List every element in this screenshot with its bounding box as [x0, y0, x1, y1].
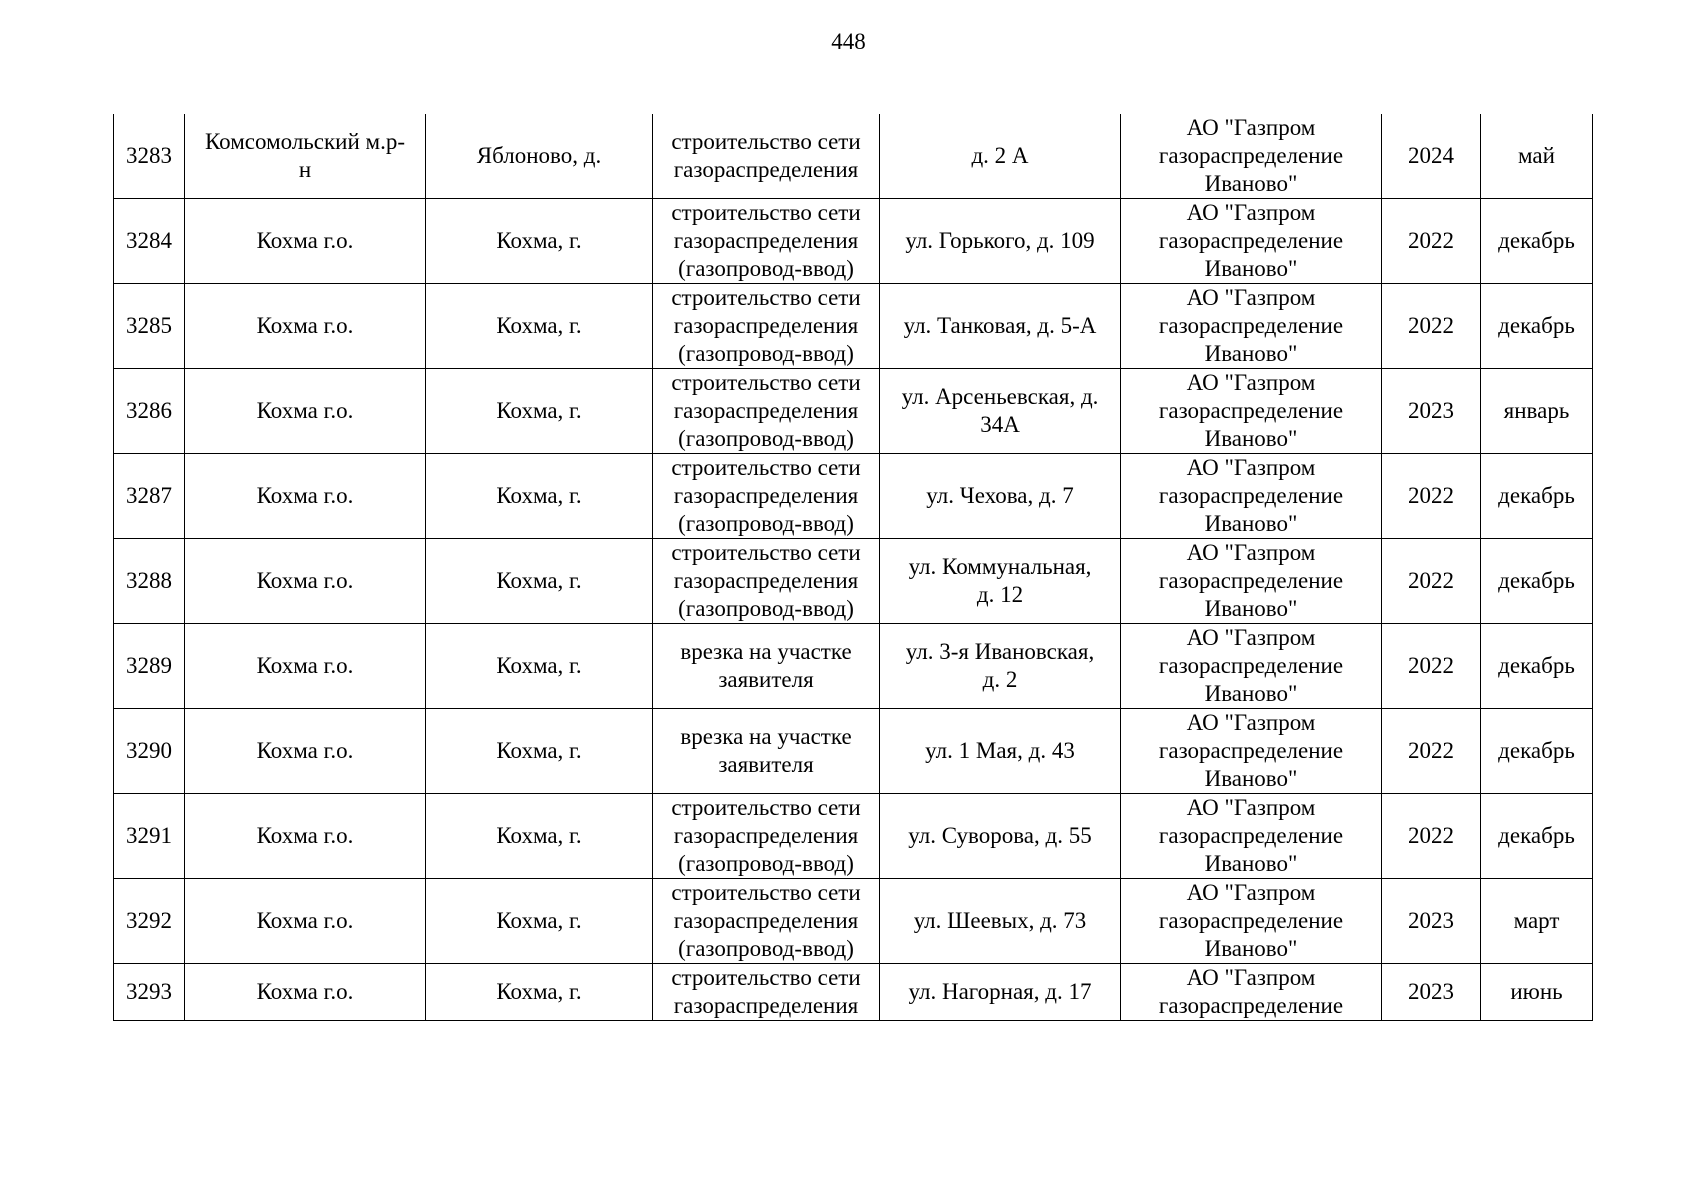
row-number-cell [114, 114, 185, 199]
organization-cell-text: АО "Газпром газораспределение Иваново" [1158, 200, 1344, 281]
table-row [114, 199, 1593, 284]
row-number-cell-text: 3285 [126, 313, 172, 338]
address-cell [880, 114, 1121, 199]
address-cell-text: ул. Чехова, д. 7 [926, 483, 1074, 508]
district-cell [185, 454, 426, 539]
page-number: 448 [831, 29, 866, 54]
district-cell-text: Кохма г.о. [256, 738, 354, 763]
month-cell-text: июнь [1510, 979, 1563, 1004]
address-cell [880, 199, 1121, 284]
year-cell-text: 2022 [1408, 653, 1454, 678]
district-cell [185, 539, 426, 624]
work-type-cell-text: строительство сети газораспределения (газопровод-ввод) [671, 200, 861, 281]
locality-cell [426, 539, 653, 624]
locality-cell [426, 369, 653, 454]
address-cell [880, 964, 1121, 1021]
address-cell-text: ул. Горького, д. 109 [905, 228, 1095, 253]
address-cell [880, 539, 1121, 624]
work-type-cell-text: врезка на участке заявителя [680, 724, 852, 777]
locality-cell [426, 964, 653, 1021]
district-cell-text: Кохма г.о. [256, 568, 354, 593]
organization-cell-text: АО "Газпром газораспределение Иваново" [1158, 625, 1344, 706]
organization-cell-text: АО "Газпром газораспределение Иваново" [1158, 795, 1344, 876]
year-cell [1382, 709, 1481, 794]
organization-cell-text: АО "Газпром газораспределение Иваново" [1158, 540, 1344, 621]
district-cell-text: Кохма г.о. [256, 228, 354, 253]
work-type-cell [653, 369, 880, 454]
row-number-cell-text: 3289 [126, 653, 172, 678]
locality-cell-text: Кохма, г. [496, 483, 582, 508]
organization-cell [1121, 199, 1382, 284]
row-number-cell-text: 3291 [126, 823, 172, 848]
work-type-cell-text: строительство сети газораспределения (газопровод-ввод) [671, 795, 861, 876]
month-cell-text: январь [1503, 398, 1570, 423]
organization-cell-text: АО "Газпром газораспределение Иваново" [1158, 115, 1344, 196]
row-number-cell [114, 624, 185, 709]
address-cell-text: ул. 1 Мая, д. 43 [925, 738, 1075, 763]
district-cell [185, 284, 426, 369]
year-cell-text: 2022 [1408, 738, 1454, 763]
locality-cell [426, 624, 653, 709]
address-cell [880, 454, 1121, 539]
work-type-cell-text: строительство сети газораспределения (газопровод-ввод) [671, 370, 861, 451]
work-type-cell [653, 794, 880, 879]
table-row [114, 964, 1593, 1021]
row-number-cell [114, 199, 185, 284]
organization-cell [1121, 454, 1382, 539]
work-type-cell-text: строительство сети газораспределения (газопровод-ввод) [671, 455, 861, 536]
organization-cell-text: АО "Газпром газораспределение Иваново" [1158, 370, 1344, 451]
locality-cell [426, 879, 653, 964]
locality-cell-text: Кохма, г. [496, 568, 582, 593]
district-cell-text: Кохма г.о. [256, 313, 354, 338]
work-type-cell [653, 879, 880, 964]
locality-cell-text: Кохма, г. [496, 908, 582, 933]
month-cell [1481, 539, 1593, 624]
organization-cell [1121, 624, 1382, 709]
table-row [114, 709, 1593, 794]
table-row [114, 284, 1593, 369]
row-number-cell [114, 369, 185, 454]
work-type-cell [653, 624, 880, 709]
locality-cell-text: Кохма, г. [496, 823, 582, 848]
year-cell-text: 2024 [1408, 143, 1454, 168]
year-cell [1382, 624, 1481, 709]
row-number-cell-text: 3283 [126, 143, 172, 168]
locality-cell [426, 199, 653, 284]
work-type-cell [653, 284, 880, 369]
year-cell [1382, 794, 1481, 879]
table-row [114, 369, 1593, 454]
month-cell [1481, 114, 1593, 199]
district-cell [185, 199, 426, 284]
address-cell-text: ул. Коммунальная, д. 12 [908, 554, 1092, 607]
district-cell-text: Кохма г.о. [256, 483, 354, 508]
locality-cell-text: Кохма, г. [496, 738, 582, 763]
organization-cell [1121, 709, 1382, 794]
district-cell [185, 624, 426, 709]
month-cell-text: декабрь [1498, 738, 1575, 763]
district-cell [185, 794, 426, 879]
row-number-cell [114, 794, 185, 879]
year-cell [1382, 454, 1481, 539]
table-row [114, 879, 1593, 964]
year-cell [1382, 284, 1481, 369]
work-type-cell [653, 199, 880, 284]
address-cell-text: д. 2 А [971, 143, 1029, 168]
organization-cell [1121, 794, 1382, 879]
row-number-cell-text: 3293 [126, 979, 172, 1004]
district-cell [185, 964, 426, 1021]
organization-cell-text: АО "Газпром газораспределение Иваново" [1158, 285, 1344, 366]
year-cell [1382, 964, 1481, 1021]
address-cell [880, 794, 1121, 879]
address-cell-text: ул. Нагорная, д. 17 [908, 979, 1092, 1004]
month-cell [1481, 369, 1593, 454]
row-number-cell [114, 709, 185, 794]
work-type-cell-text: строительство сети газораспределения [671, 129, 861, 182]
row-number-cell [114, 284, 185, 369]
locality-cell [426, 794, 653, 879]
address-cell [880, 879, 1121, 964]
table-body [114, 114, 1593, 1021]
address-cell-text: ул. Шеевых, д. 73 [913, 908, 1087, 933]
row-number-cell-text: 3288 [126, 568, 172, 593]
year-cell-text: 2023 [1408, 979, 1454, 1004]
month-cell-text: декабрь [1498, 568, 1575, 593]
district-cell [185, 114, 426, 199]
organization-cell [1121, 369, 1382, 454]
year-cell-text: 2022 [1408, 228, 1454, 253]
year-cell [1382, 539, 1481, 624]
district-cell-text: Кохма г.о. [256, 653, 354, 678]
row-number-cell-text: 3290 [126, 738, 172, 763]
locality-cell-text: Кохма, г. [496, 398, 582, 423]
district-cell-text: Кохма г.о. [256, 823, 354, 848]
organization-cell [1121, 879, 1382, 964]
year-cell-text: 2022 [1408, 568, 1454, 593]
work-type-cell-text: строительство сети газораспределения (газопровод-ввод) [671, 880, 861, 961]
month-cell-text: декабрь [1498, 228, 1575, 253]
district-cell-text: Кохма г.о. [256, 398, 354, 423]
work-type-cell-text: строительство сети газораспределения (газопровод-ввод) [671, 285, 861, 366]
year-cell-text: 2023 [1408, 908, 1454, 933]
district-cell [185, 709, 426, 794]
month-cell-text: декабрь [1498, 823, 1575, 848]
month-cell [1481, 199, 1593, 284]
locality-cell-text: Кохма, г. [496, 653, 582, 678]
month-cell [1481, 284, 1593, 369]
year-cell-text: 2022 [1408, 483, 1454, 508]
month-cell-text: март [1513, 908, 1560, 933]
organization-cell-text: АО "Газпром газораспределение Иваново" [1158, 880, 1344, 961]
year-cell [1382, 879, 1481, 964]
address-cell-text: ул. Арсеньевская, д. 34А [901, 384, 1099, 437]
district-cell [185, 879, 426, 964]
address-cell [880, 624, 1121, 709]
month-cell-text: декабрь [1498, 313, 1575, 338]
month-cell [1481, 709, 1593, 794]
locality-cell-text: Кохма, г. [496, 313, 582, 338]
work-type-cell-text: строительство сети газораспределения (газопровод-ввод) [671, 540, 861, 621]
locality-cell [426, 709, 653, 794]
address-cell-text: ул. Танковая, д. 5-А [903, 313, 1097, 338]
locality-cell [426, 284, 653, 369]
locality-cell-text: Яблоново, д. [476, 143, 602, 168]
locality-cell [426, 114, 653, 199]
work-type-cell [653, 539, 880, 624]
table-row [114, 114, 1593, 199]
organization-cell [1121, 539, 1382, 624]
table-row [114, 539, 1593, 624]
month-cell [1481, 624, 1593, 709]
row-number-cell [114, 879, 185, 964]
work-type-cell [653, 964, 880, 1021]
organization-cell-text: АО "Газпром газораспределение Иваново" [1158, 455, 1344, 536]
year-cell [1382, 369, 1481, 454]
district-cell-text: Комсомольский м.р- н [204, 129, 405, 182]
address-cell [880, 709, 1121, 794]
work-type-cell [653, 709, 880, 794]
row-number-cell-text: 3286 [126, 398, 172, 423]
row-number-cell-text: 3287 [126, 483, 172, 508]
year-cell [1382, 199, 1481, 284]
month-cell [1481, 879, 1593, 964]
gas-network-table [113, 114, 1593, 1021]
row-number-cell [114, 454, 185, 539]
year-cell [1382, 114, 1481, 199]
locality-cell-text: Кохма, г. [496, 979, 582, 1004]
month-cell-text: май [1518, 143, 1555, 168]
month-cell [1481, 964, 1593, 1021]
table-row [114, 624, 1593, 709]
year-cell-text: 2023 [1408, 398, 1454, 423]
month-cell-text: декабрь [1498, 483, 1575, 508]
row-number-cell-text: 3284 [126, 228, 172, 253]
district-cell [185, 369, 426, 454]
work-type-cell [653, 454, 880, 539]
organization-cell [1121, 964, 1382, 1021]
row-number-cell-text: 3292 [126, 908, 172, 933]
organization-cell-text: АО "Газпром газораспределение [1158, 965, 1344, 1018]
year-cell-text: 2022 [1408, 823, 1454, 848]
row-number-cell [114, 539, 185, 624]
work-type-cell-text: строительство сети газораспределения [671, 965, 861, 1018]
organization-cell-text: АО "Газпром газораспределение Иваново" [1158, 710, 1344, 791]
row-number-cell [114, 964, 185, 1021]
work-type-cell [653, 114, 880, 199]
address-cell-text: ул. Суворова, д. 55 [908, 823, 1092, 848]
table-row [114, 454, 1593, 539]
district-cell-text: Кохма г.о. [256, 979, 354, 1004]
locality-cell-text: Кохма, г. [496, 228, 582, 253]
locality-cell [426, 454, 653, 539]
address-cell [880, 284, 1121, 369]
month-cell [1481, 454, 1593, 539]
address-cell-text: ул. 3-я Ивановская, д. 2 [905, 639, 1095, 692]
district-cell-text: Кохма г.о. [256, 908, 354, 933]
address-cell [880, 369, 1121, 454]
table-row [114, 794, 1593, 879]
month-cell-text: декабрь [1498, 653, 1575, 678]
year-cell-text: 2022 [1408, 313, 1454, 338]
organization-cell [1121, 114, 1382, 199]
work-type-cell-text: врезка на участке заявителя [680, 639, 852, 692]
month-cell [1481, 794, 1593, 879]
organization-cell [1121, 284, 1382, 369]
